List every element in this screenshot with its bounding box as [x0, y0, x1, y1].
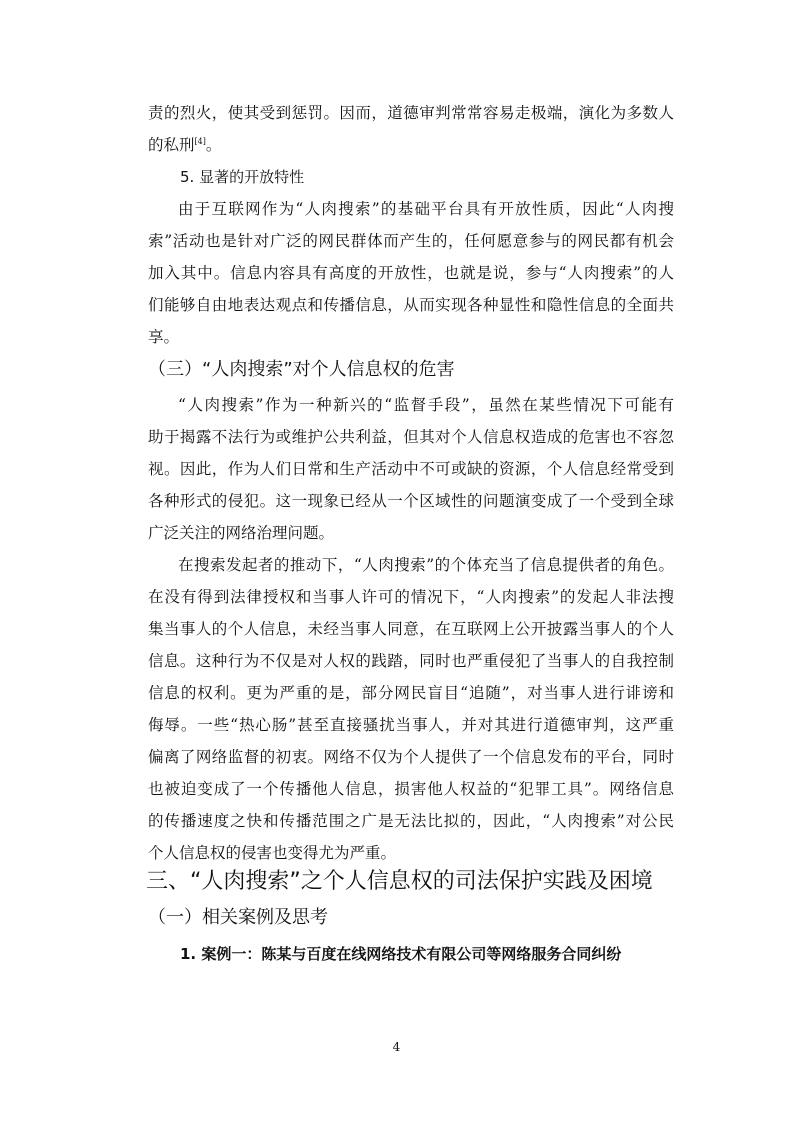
para-harm1-line: 助于揭露不法行为或维护公共利益，但其对个人信息权造成的危害也不容忽	[148, 428, 674, 446]
para-harm2-line: 集当事人的个人信息，未经当事人同意，在互联网上公开披露当事人的个人	[148, 620, 674, 638]
para-harm1-line: 视。因此，作为人们日常和生产活动中不可或缺的资源，个人信息经常受到	[148, 460, 674, 478]
section-heading-cases: （一）相关案例及思考	[148, 907, 328, 928]
para-harm1-line: “人肉搜索”作为一种新兴的“监督手段”，虽然在某些情况下可能有	[178, 396, 674, 414]
para-harm2-line: 在没有得到法律授权和当事人许可的情况下，“人肉搜索”的发起人非法搜	[148, 588, 674, 606]
case-heading: 1. 案例一：陈某与百度在线网络技术有限公司等网络服务合同纠纷	[180, 945, 622, 963]
para-open-line: 享。	[148, 328, 180, 346]
chapter-heading: 三、“人肉搜索”之个人信息权的司法保护实践及困境	[146, 869, 653, 894]
para-harm2-line: 信息的权利。更为严重的是，部分网民盲目“追随”，对当事人进行诽谤和	[148, 684, 674, 702]
para-harm2-line: 个人信息权的侵害也变得尤为严重。	[148, 844, 397, 862]
footnote-ref: [4]	[194, 136, 206, 146]
heading-open-feature: 5. 显著的开放特性	[180, 168, 305, 186]
para-harm2-line: 在搜索发起者的推动下，“人肉搜索”的个体充当了信息提供者的角色。	[178, 556, 674, 574]
para-harm1-line: 各种形式的侵犯。这一现象已经从一个区域性的问题演变成了一个受到全球	[148, 492, 674, 510]
para-harm2-line: 信息。这种行为不仅是对人权的践踏，同时也严重侵犯了当事人的自我控制	[148, 652, 674, 670]
para-intro-end: 。	[205, 136, 222, 154]
para-open-line: 由于互联网作为“人肉搜索”的基础平台具有开放性质，因此“人肉搜	[178, 200, 674, 218]
para-open-line: 加入其中。信息内容具有高度的开放性，也就是说，参与“人肉搜索”的人	[148, 264, 674, 282]
para-intro-line-last	[148, 129, 674, 161]
section-heading-harm: （三）“人肉搜索”对个人信息权的危害	[148, 359, 455, 380]
para-open-line: 们能够自由地表达观点和传播信息，从而实现各种显性和隐性信息的全面共	[148, 296, 674, 314]
para-harm2-line: 的传播速度之快和传播范围之广是无法比拟的，因此，“人肉搜索”对公民	[148, 812, 674, 830]
para-harm1-line: 广泛关注的网络治理问题。	[148, 524, 335, 542]
para-open-line: 索”活动也是针对广泛的网民群体而产生的，任何愿意参与的网民都有机会	[148, 232, 674, 250]
para-harm2-line: 也被迫变成了一个传播他人信息，损害他人权益的“犯罪工具”。网络信息	[148, 780, 674, 798]
para-harm2-line: 偏离了网络监督的初衷。网络不仅为个人提供了一个信息发布的平台，同时	[148, 748, 674, 766]
para-intro-line: 责的烈火，使其受到惩罚。因而，道德审判常常容易走极端，演化为多数人	[148, 104, 674, 122]
page-number: 4	[392, 1040, 401, 1054]
para-harm2-line: 侮辱。一些“热心肠”甚至直接骚扰当事人，并对其进行道德审判，这严重	[148, 716, 674, 734]
para-intro-text: 的私刑	[148, 136, 195, 154]
